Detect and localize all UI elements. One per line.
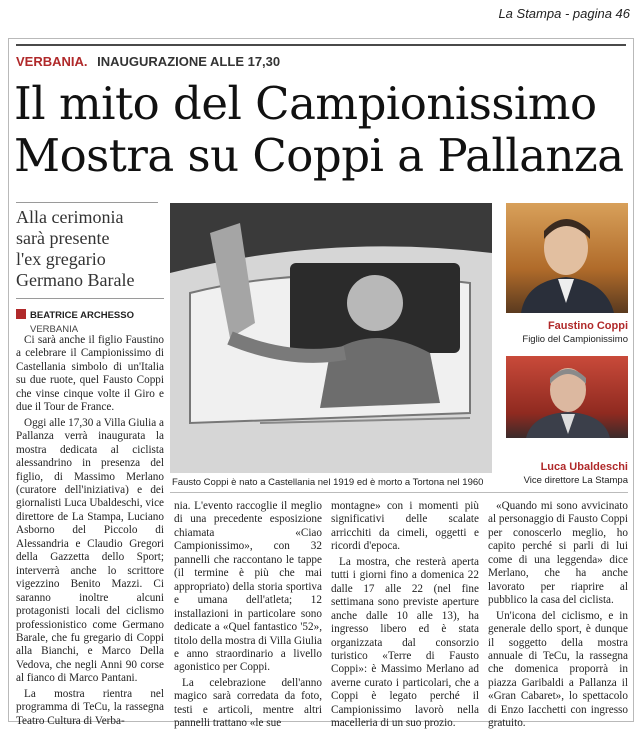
- paragraph: montagne» con i momenti più significativi delle scalate arricchiti da cimeli, oggetti e ricordi d'epoca.: [331, 500, 479, 553]
- byline-place: VERBANIA: [30, 324, 79, 335]
- headline-line-2: Mostra su Coppi a Pallanza: [14, 129, 624, 182]
- deck-line-1: Alla cerimonia: [16, 207, 124, 227]
- person-icon: [506, 356, 628, 438]
- caption-rule: [170, 492, 628, 493]
- headline-line-1: Il mito del Campionissimo: [14, 77, 597, 130]
- article-headline: [14, 78, 628, 182]
- portrait-1-role: Figlio del Campionissimo: [522, 334, 628, 345]
- deck-line-3: l'ex gregario: [16, 249, 106, 269]
- paragraph: Un'icona del ciclismo, e in generale dello sport, è dunque il soggetto della mostra annuale di TeCu, la rassegna che domenica proporrà in piazza Garibaldi a Pallanza il «Gran Cabaret», lo spettacolo di Enzo Iacchetti con ingresso gratuito.: [488, 609, 628, 730]
- top-rule: [16, 44, 626, 46]
- paragraph: La celebrazione dell'anno magico sarà corredata da foto, testi e articoli, mentre altri pannelli trattano «le sue: [174, 676, 322, 730]
- car-driver-photo-icon: [170, 203, 492, 473]
- portrait-faustino-coppi: [506, 203, 628, 313]
- byline-marker-icon: [16, 309, 26, 319]
- body-column-4: [488, 500, 628, 730]
- kicker-event: INAUGURAZIONE ALLE 17,30: [97, 54, 281, 69]
- deck-line-4: Germano Barale: [16, 270, 135, 290]
- byline-author: BEATRICE ARCHESSO: [30, 310, 134, 321]
- photo-caption: Fausto Coppi è nato a Castellania nel 1919 ed è morto a Tortona nel 1960: [172, 477, 484, 488]
- main-photo: [170, 203, 492, 473]
- byline: [16, 298, 164, 335]
- article-kicker: [16, 54, 280, 69]
- body-column-3: [331, 500, 479, 730]
- body-column-1: [16, 334, 164, 728]
- paragraph: Oggi alle 17,30 a Villa Giulia a Pallanza verrà inaugurata la mostra dedicata al ciclista alessandrino in presenza del figlio, di Massimo Merlano (curatore dell'iniziativa) e dei giornalisti Luca Ubaldeschi, vice direttore de La Stampa, Luciano Asborno del Piccolo di Alessandria e Claudio Gregori della Gazzetta dello Sport; interverrà anche lo scrittore vigezzino Benito Mazzi. Ci saranno inoltre alcuni protagonisti locali del ciclismo professionistico come Germano Barale, che fu gregario di Coppi alla Bianchi, e Marco Della Vedova, che negli Anni 90 corse al fianco di Marco Pantani.: [16, 416, 164, 685]
- paragraph: Ci sarà anche il figlio Faustino a celebrare il Campionissimo di Castellania simbolo di un'Italia su due ruote, quel Fausto Coppi che vinse cinque volte il Giro e due il Tour de France.: [16, 334, 164, 414]
- portrait-2-name: Luca Ubaldeschi: [540, 461, 628, 473]
- paragraph: La mostra rientra nel programma di TeCu, la rassegna Teatro Cultura di Verba-: [16, 687, 164, 727]
- portrait-luca-ubaldeschi: [506, 356, 628, 438]
- paragraph: La mostra, che resterà aperta tutti i giorni fino a domenica 22 dalle 17 alle 22 (nel fine settimana sono previste aperture anche dalle 10 alle 13), ha ingresso libero ed è stata organizzata dal consorzio turistico «Terre di Fausto Coppi»: è Massimo Merlano ad averne curato i particolari, che a Coppi è legato perché il Campionissimo lavorò nella macelleria di un suo prozio.: [331, 555, 479, 730]
- kicker-location: VERBANIA.: [16, 54, 88, 69]
- portrait-2-role: Vice direttore La Stampa: [523, 475, 628, 486]
- deck-line-2: sarà presente: [16, 228, 110, 248]
- article-deck: [16, 202, 158, 291]
- body-column-2: [174, 500, 322, 730]
- person-icon: [506, 203, 628, 313]
- paragraph: «Quando mi sono avvicinato al personaggio di Fausto Coppi per conoscerlo meglio, ho capito perché si parli di lui come di una leggenda» dice Merlano, che ha anche lavorato per riaprire al pubblico la casa del ciclista.: [488, 500, 628, 607]
- paragraph: nia. L'evento raccoglie il meglio di una precedente esposizione chiamata «Ciao Campionissimo», con 32 pannelli che raccontano le tappe (il termine è più che mai appropriato) della storia sportiva e umana dell'atleta; 12 installazioni in particolare sono dedicate a «Quel fantastico '52», titolo della mostra di Villa Giulia e anno straordinario a livello agonistico per Coppi.: [174, 500, 322, 674]
- portrait-1-name: Faustino Coppi: [547, 320, 628, 332]
- page-masthead: La Stampa - pagina 46: [498, 6, 630, 21]
